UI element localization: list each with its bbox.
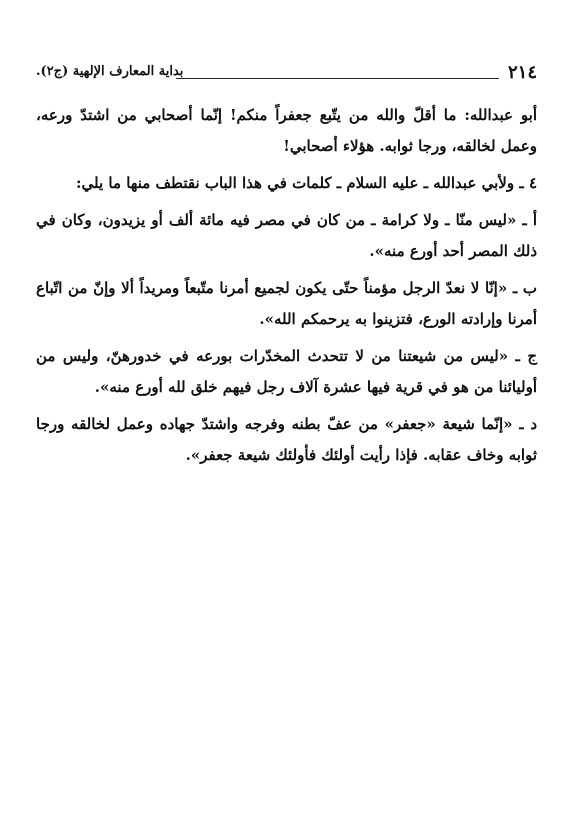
book-page — [36, 62, 537, 477]
paragraph-item-jim: ج ـ «ليس من شيعتنا من لا تتحدث المخدّرات بورعه في خدورهنّ، وليس من أوليائنا من هو في قرية فيها عشرة آلاف رجل فيهم خلق لله أورع منه». — [36, 347, 537, 396]
paragraph-item-alef: أ ـ «ليس منّا ـ ولا كرامة ـ من كان في مصر فيه مائة ألف أو يزيدون، وكان في ذلك المصر أحد أورع منه». — [36, 211, 537, 260]
header-rule — [176, 78, 499, 79]
running-title: بداية المعارف الإلهية (ج٢). — [36, 64, 184, 79]
page-body — [36, 100, 537, 471]
paragraph-item-ba: ب ـ «إنّا لا نعدّ الرجل مؤمناً حتّى يكون لجميع أمرنا متّبعاً ومريداً ألا وإنّ من اتّباع أمرنا وإرادته الورع، فتزينوا به يرحمكم الله». — [36, 279, 537, 328]
page-header — [36, 62, 537, 90]
paragraph-abu-abdullah: أبو عبدالله: ما أقلّ والله من يتّبع جعفراً منكم! إنّما أصحابي من اشتدّ ورعه، وعمل لخالقه، ورجا ثوابه. هؤلاء أصحابي! — [36, 106, 537, 155]
page-number: ٢١٤ — [507, 62, 537, 83]
paragraph-item-dal: د ـ «إنّما شيعة «جعفر» من عفّ بطنه وفرجه واشتدّ جهاده وعمل لخالقه ورجا ثوابه وخاف عقابه. فإذا رأيت أولئك فأولئك شيعة جعفر». — [36, 415, 537, 464]
paragraph-section-4: ٤ ـ ولأبي عبدالله ـ عليه السلام ـ كلمات في هذا الباب نقتطف منها ما يلي: — [76, 174, 537, 192]
